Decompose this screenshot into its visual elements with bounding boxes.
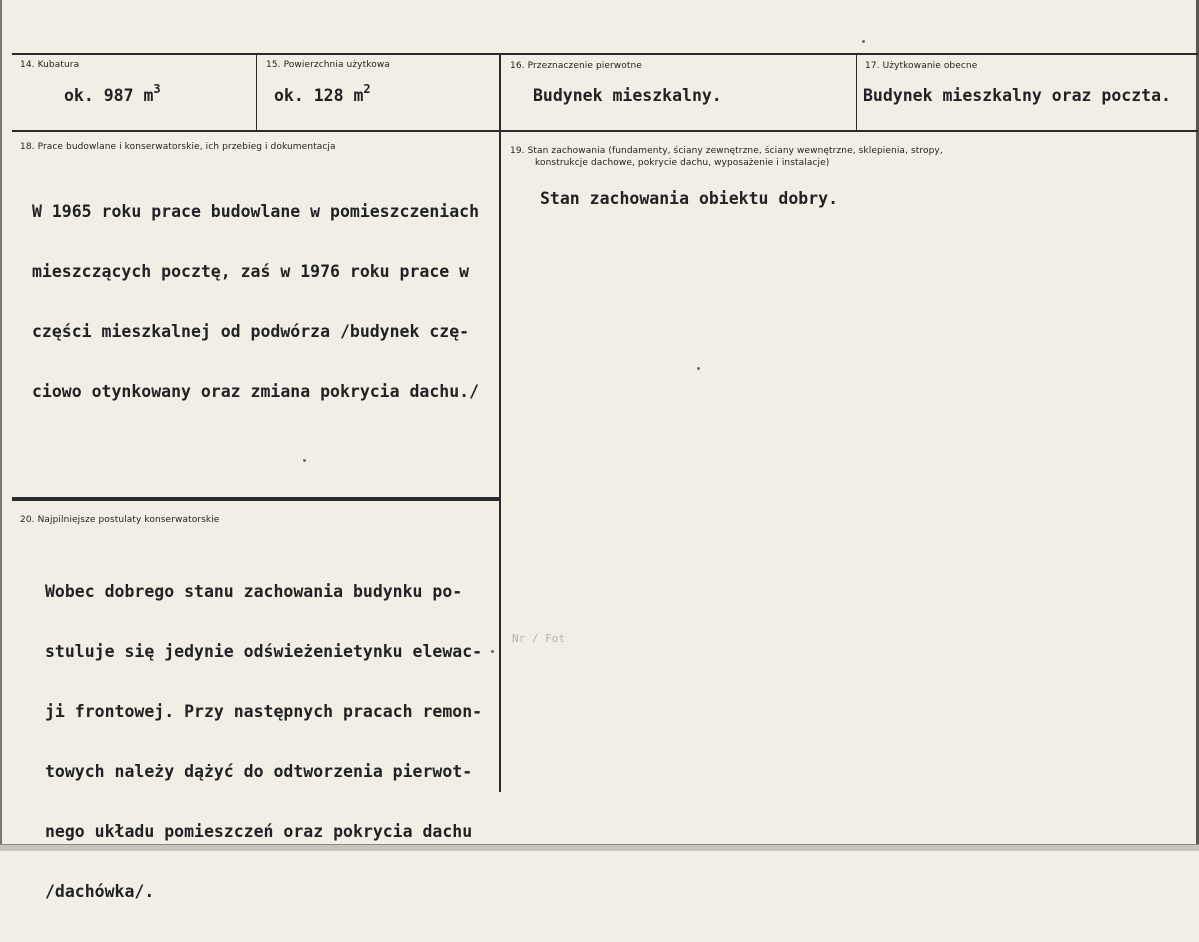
field-20-line: /dachówka/. — [45, 882, 155, 901]
field-20-line: stuluje się jedynie odświeżenietynku elewac- — [45, 642, 483, 661]
divider-14-15 — [256, 54, 257, 131]
rule-row1-bottom — [12, 130, 1198, 132]
scan-speck — [303, 459, 306, 462]
field-14-superscript: 3 — [153, 81, 161, 96]
field-14-value — [64, 81, 161, 105]
field-18-text — [32, 162, 479, 442]
field-18-line: części mieszkalnej od podwórza /budynek czę- — [32, 322, 470, 341]
field-14-label: 14. Kubatura — [20, 60, 80, 70]
divider-16-17 — [856, 54, 857, 131]
scan-speck — [491, 650, 494, 653]
field-14-text: ok. 987 m — [64, 86, 154, 105]
field-20-text — [45, 542, 482, 942]
field-20-line: nego układu pomieszczeń oraz pokrycia dachu — [45, 822, 473, 841]
field-20-line: ji frontowej. Przy następnych pracach remon- — [45, 702, 483, 721]
field-20-label: 20. Najpilniejsze postulaty konserwatorskie — [20, 515, 220, 525]
scan-edge-left — [0, 0, 2, 851]
field-15-superscript: 2 — [363, 81, 371, 96]
field-20-line: towych należy dążyć do odtworzenia pierwot- — [45, 762, 473, 781]
field-16-value: Budynek mieszkalny. — [533, 86, 722, 105]
bleed-through-text: Nr / Fot — [512, 632, 565, 645]
scan-speck — [862, 40, 865, 43]
field-19-label-line2: konstrukcje dachowe, pokrycie dachu, wyposażenie i instalacje) — [535, 158, 830, 168]
field-15-label: 15. Powierzchnia użytkowa — [266, 60, 390, 70]
field-15-value — [274, 81, 371, 105]
field-17-value: Budynek mieszkalny oraz poczta. — [863, 86, 1171, 105]
field-15-text: ok. 128 m — [274, 86, 364, 105]
rule-top — [12, 53, 1198, 55]
field-19-label-line1: 19. Stan zachowania (fundamenty, ściany zewnętrzne, ściany wewnętrzne, sklepienia, stropy, — [510, 146, 943, 156]
field-20-line: Wobec dobrego stanu zachowania budynku po- — [45, 582, 463, 601]
field-16-label: 16. Przeznaczenie pierwotne — [510, 61, 642, 71]
rule-section20-top — [12, 497, 500, 501]
divider-main — [499, 54, 501, 792]
field-18-label: 18. Prace budowlane i konserwatorskie, ich przebieg i dokumentacja — [20, 142, 336, 152]
field-18-line: W 1965 roku prace budowlane w pomieszczeniach — [32, 202, 480, 221]
field-17-label: 17. Użytkowanie obecne — [865, 61, 978, 71]
field-18-line: mieszczących pocztę, zaś w 1976 roku prace w — [32, 262, 470, 281]
field-19-value: Stan zachowania obiektu dobry. — [540, 189, 839, 208]
scan-speck — [697, 367, 700, 370]
field-18-line: ciowo otynkowany oraz zmiana pokrycia dachu./ — [32, 382, 480, 401]
